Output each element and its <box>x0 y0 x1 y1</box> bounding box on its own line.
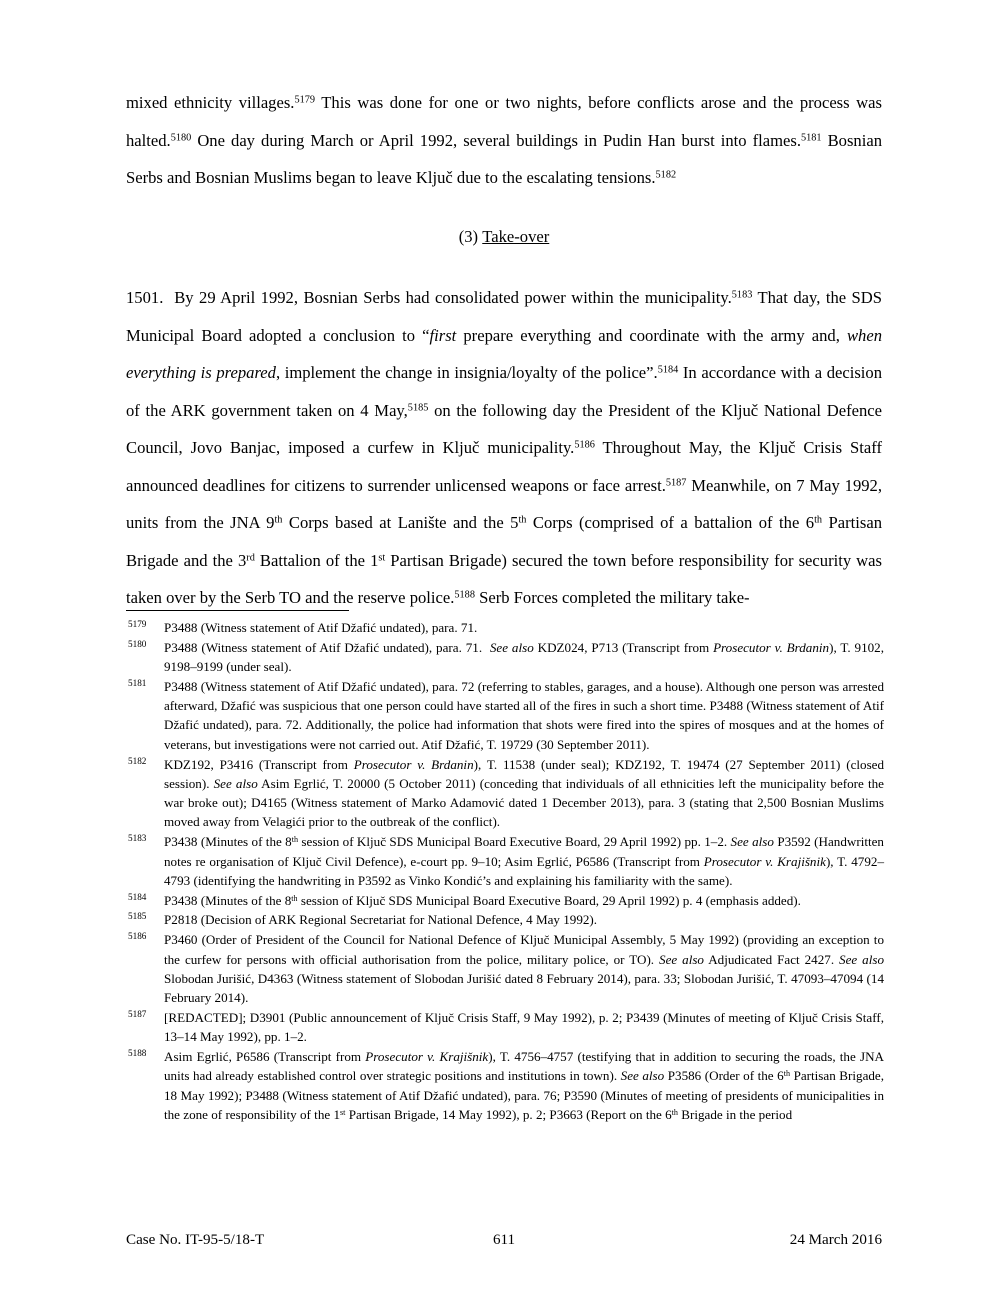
footer-date: 24 March 2016 <box>789 1232 882 1248</box>
footnote-number: 5179 <box>128 619 147 629</box>
footnote-item <box>126 832 884 890</box>
footnote-item <box>126 1047 884 1124</box>
footnote-item <box>126 638 884 677</box>
page-footer <box>126 1232 882 1249</box>
footnote-number: 5186 <box>128 931 147 942</box>
footnote-number: 5188 <box>128 1048 147 1059</box>
footnote-number: 5187 <box>128 1008 147 1019</box>
page-content <box>126 84 882 617</box>
footnote-number: 5185 <box>128 911 147 922</box>
paragraph-continued: mixed ethnicity villages.$^{5179}$ This was done for one or two nights, before conflicts arose and the process was halted.$^{5180}$ One day during March or April 1992, several buildings in Pudin Han burst into flames.$^{5181}$ Bosnian Serbs and Bosnian Muslims began to leave Ključ due to the escalating tensions.$^{5182}$ <box>126 93 882 187</box>
footnote-number: 5183 <box>128 833 147 844</box>
footnote-text: P3438 (Minutes of the 8th session of Ključ SDS Municipal Board Executive Board, 29 April 1992) p. 4 (emphasis added). <box>164 892 801 908</box>
footnote-item <box>126 930 884 1007</box>
footnote-number: 5182 <box>128 755 147 766</box>
footnote-text: P3438 (Minutes of the 8th session of Ključ SDS Municipal Board Executive Board, 29 April 1992) pp. 1–2. See also P3592 (Handwritten notes re organisation of Ključ Civil Defence), e-court pp. 9–10; Asim Egrlić, P6586 (Transcript from Prosecutor v. Krajišnik), T. 4792–4793 (identifying the handwriting in P3592 as Vinko Kondić’s and explaining his familiarity with the same). <box>164 834 884 888</box>
footnote-separator-rule <box>126 610 349 611</box>
footnote-number: 5184 <box>128 891 147 902</box>
footnote-list <box>126 618 884 1124</box>
footnote-text: P3460 (Order of President of the Council for National Defence of Ključ Municipal Assembly, 5 May 1992) (providing an exception to the curfew for persons with official authorisation from the police, military police, or TO). See also Adjudicated Fact 2427. See also Slobodan Jurišić, D4363 (Witness statement of Slobodan Jurišić dated 8 February 2014), para. 33; Slobodan Jurišić, T. 47093–47094 (14 February 2014). <box>164 932 884 1006</box>
footnote-item <box>126 891 884 910</box>
section-heading-title: Take-over <box>482 226 550 246</box>
paragraph-1501: 1501. By 29 April 1992, Bosnian Serbs had consolidated power within the municipality.$^{5183}$ That day, the SDS Municipal Board adopted a conclusion to “first prepare everything and coordinate with the army and, when everything is prepared, implement the change in insignia/loyalty of the police”.$^{5184}$ In accordance with a decision of the ARK government taken on 4 May,$^{5185}$ on the following day the President of the Ključ National Defence Council, Jovo Banjac, imposed a curfew in Ključ municipality.$^{5186}$ Throughout May, the Ključ Crisis Staff announced deadlines for citizens to surrender unlicensed weapons or face arrest.$^{5187}$ Meanwhile, on 7 May 1992, units from the JNA 9th Corps based at Lanište and the 5th Corps (comprised of a battalion of the 6th Partisan Brigade and the 3rd Battalion of the 1st Partisan Brigade) secured the town before responsibility for security was taken over by the Serb TO and the reserve police.$^{5188}$ Serb Forces completed the military take- <box>126 288 882 607</box>
section-heading-number: (3) <box>458 226 479 246</box>
numbered-paragraph-block <box>126 279 882 617</box>
footer-page-number: 611 <box>492 1232 516 1248</box>
footnotes-section <box>126 610 884 1125</box>
footnote-text: P3488 (Witness statement of Atif Džafić undated), para. 71. See also KDZ024, P713 (Transcript from Prosecutor v. Brdanin), T. 9102, 9198–9199 (under seal). <box>164 639 884 675</box>
footnote-text: P2818 (Decision of ARK Regional Secretariat for National Defence, 4 May 1992). <box>164 912 598 928</box>
footnote-number: 5181 <box>128 677 147 688</box>
footnote-text: P3488 (Witness statement of Atif Džafić undated), para. 72 (referring to stables, garages, and a house). Although one person was arrested afterward, Džafić was suspicious that one person could have started all of the fires in such a short time. P3488 (Witness statement of Atif Džafić undated), para. 72. Additionally, the police had information that shots were fired into the spires of mosques and at the homes of veterans, but investigations were not carried out. Atif Džafić, T. 19729 (30 September 2011). <box>164 678 884 752</box>
footnote-text: P3488 (Witness statement of Atif Džafić undated), para. 71. <box>164 620 478 635</box>
footnote-text: Asim Egrlić, P6586 (Transcript from Prosecutor v. Krajišnik), T. 4756–4757 (testifying that in addition to securing the roads, the JNA units had already established control over strategic positions and institutions in town). See also P3586 (Order of the 6th Partisan Brigade, 18 May 1992); P3488 (Witness statement of Atif Džafić undated), para. 76; P3590 (Minutes of meeting of presidents of municipalities in the zone of responsibility of the 1st Partisan Brigade, 14 May 1992), p. 2; P3663 (Report on the 6th Brigade in the period <box>164 1049 885 1122</box>
footnote-item <box>126 910 884 929</box>
footnote-item <box>126 1008 884 1047</box>
footnote-item <box>126 618 884 637</box>
footnote-text: KDZ192, P3416 (Transcript from Prosecutor v. Brdanin), T. 11538 (under seal); KDZ192, T. 19474 (27 September 2011) (closed session). See also Asim Egrlić, T. 20000 (5 October 2011) (conceding that individuals of all ethnicities left the municipality before the war broke out); D4165 (Witness statement of Marko Adamović dated 1 December 2013), para. 3 (stating that 2,500 Bosnian Muslims moved away from Velagići prior to the outbreak of the conflict). <box>164 756 885 830</box>
footnote-text: [REDACTED]; D3901 (Public announcement of Ključ Crisis Staff, 9 May 1992), p. 2; P3439 (Minutes of meeting of Ključ Crisis Staff, 13–14 May 1992), pp. 1–2. <box>164 1009 884 1045</box>
footnote-item <box>126 677 884 754</box>
footnote-number: 5180 <box>128 638 147 649</box>
footnote-item <box>126 755 884 832</box>
footer-case-number: Case No. IT-95-5/18-T <box>126 1232 265 1248</box>
section-heading <box>126 218 882 256</box>
body-text-block <box>126 84 882 197</box>
